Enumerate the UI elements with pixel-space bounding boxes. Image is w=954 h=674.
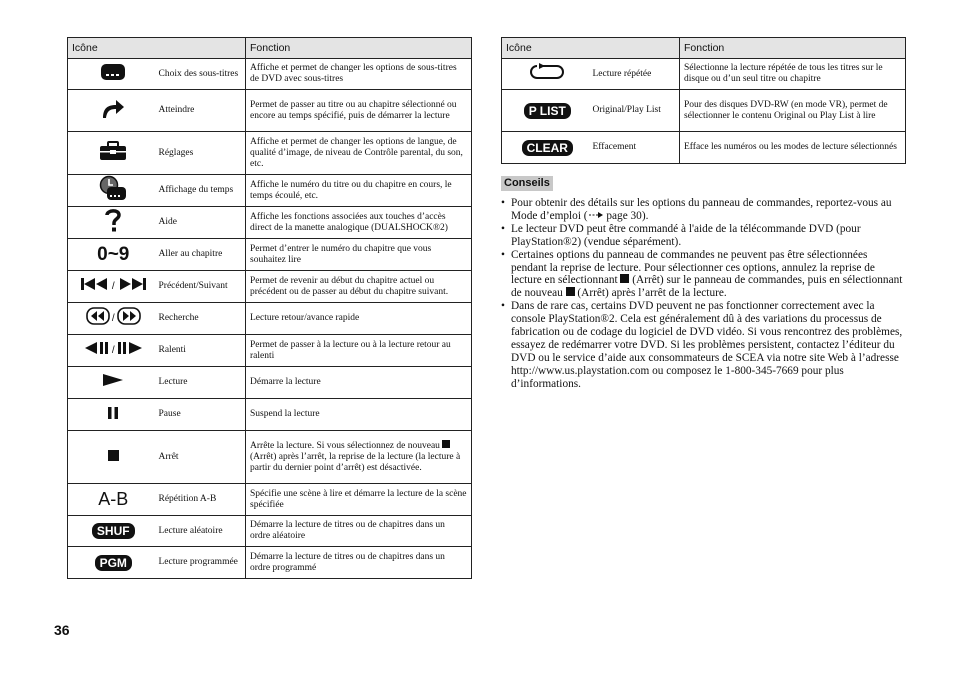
row-desc: Affiche les fonctions associées aux touches d’accès direct de la manette analogique (DUALSHOCK®2) (246, 207, 472, 239)
tip-text: page 30). (603, 209, 649, 222)
tips-list (501, 197, 905, 391)
ab-repeat-icon: A-B (98, 489, 129, 509)
time-display-icon (99, 175, 127, 206)
next-icon (117, 277, 147, 296)
left-icon-table (67, 37, 472, 579)
row-desc: Affiche et permet de changer les options de sous-titres de DVD avec sous-titres (246, 59, 472, 90)
arrow-reference-icon (588, 210, 604, 223)
table-row (502, 59, 906, 90)
col-header-icon: Icône (68, 38, 246, 59)
row-name: Original/Play List (593, 90, 680, 132)
row-name: Effacement (593, 132, 680, 164)
rewind-icon (86, 307, 110, 330)
program-icon: PGM (95, 555, 132, 571)
desc-text: (Arrêt) après l’arrêt, la reprise de la lecture (la lecture à partir du dernier point d’arrêt) est désactivée. (250, 452, 461, 474)
row-desc: Démarre la lecture de titres ou de chapitres dans un ordre aléatoire (246, 516, 472, 547)
row-name: Affichage du temps (159, 175, 246, 207)
table-row (68, 484, 472, 516)
row-desc: Affiche et permet de changer les options de langue, de qualité d’image, de niveau de Contrôle parental, du son, etc. (246, 132, 472, 175)
row-name: Lecture aléatoire (159, 516, 246, 547)
row-name: Lecture répétée (593, 59, 680, 90)
list-item (501, 197, 905, 223)
previous-next-icon (80, 277, 147, 294)
row-name: Précédent/Suivant (159, 271, 246, 303)
row-desc: Démarre la lecture de titres ou de chapitres dans un ordre programmé (246, 547, 472, 579)
pause-icon (107, 406, 119, 424)
table-row (502, 132, 906, 164)
tip-text: (Arrêt) après l’arrêt de la lecture. (574, 287, 727, 300)
separator: / (111, 313, 115, 324)
row-desc: Permet d’entrer le numéro du chapitre que vous souhaitez lire (246, 239, 472, 271)
stop-icon (566, 287, 575, 300)
table-row (68, 431, 472, 484)
page-number: 36 (54, 622, 70, 638)
help-icon (104, 208, 122, 237)
previous-icon (80, 277, 110, 296)
row-name: Atteindre (159, 90, 246, 132)
table-row (68, 367, 472, 399)
toolbox-icon (99, 141, 127, 166)
table-row (68, 207, 472, 239)
row-desc: Démarre la lecture (246, 367, 472, 399)
table-row (68, 303, 472, 335)
row-desc: Suspend la lecture (246, 399, 472, 431)
row-name: Pause (159, 399, 246, 431)
stop-icon (442, 440, 450, 452)
tip-text: Pour obtenir des détails sur les options du panneau de commandes, reportez-vous au Mode d’emploi ( (511, 197, 892, 222)
row-name: Ralenti (159, 335, 246, 367)
row-name: Arrêt (159, 431, 246, 484)
col-header-icon: Icône (502, 38, 680, 59)
tips-heading: Conseils (501, 176, 553, 191)
fast-forward-icon (117, 307, 141, 330)
play-list-icon: P LIST (524, 103, 571, 119)
play-icon (102, 373, 124, 392)
row-desc: Sélectionne la lecture répétée de tous les titres sur le disque ou d’un seul titre ou chapitre (680, 59, 906, 90)
goto-arrow-icon (100, 97, 126, 124)
separator: / (111, 345, 115, 356)
row-name: Lecture programmée (159, 547, 246, 579)
row-desc: Permet de passer au titre ou au chapitre sélectionné ou encore au temps spécifié, puis de démarrer la lecture (246, 90, 472, 132)
table-row (502, 90, 906, 132)
row-desc: Spécifie une scène à lire et démarre la lecture de la scène spécifiée (246, 484, 472, 516)
tip-text: (Arrêt) sur le panneau de commandes, puis en sélectionnant de nouveau (511, 274, 903, 300)
table-row (68, 132, 472, 175)
table-row (68, 547, 472, 579)
subtitle-icon (100, 63, 126, 86)
row-name: Aide (159, 207, 246, 239)
row-desc: Permet de passer à la lecture ou à la lecture retour au ralenti (246, 335, 472, 367)
row-desc: Lecture retour/avance rapide (246, 303, 472, 335)
row-name: Aller au chapitre (159, 239, 246, 271)
row-desc: Affiche le numéro du titre ou du chapitre en cours, le temps écoulé, etc. (246, 175, 472, 207)
list-item: • Le lecteur DVD peut être commandé à l'aide de la télécommande DVD (pour PlayStation®2) (vendue séparément). (501, 223, 905, 249)
table-row (68, 516, 472, 547)
tip-text: Certaines options du panneau de commandes ne peuvent pas être sélectionnées pendant la reprise de lecture. Pour sélectionner ces options, annulez la reprise de lecture en sélectionnant (511, 248, 875, 287)
search-rewind-forward-icon (86, 309, 141, 326)
row-name: Choix des sous-titres (159, 59, 246, 90)
row-desc: Efface les numéros ou les modes de lecture sélectionnés (680, 132, 906, 164)
row-desc: Pour des disques DVD-RW (en mode VR), permet de sélectionner le contenu Original ou Play List à lire (680, 90, 906, 132)
list-item: • Dans de rare cas, certains DVD peuvent ne pas fonctionner correctement avec la console PlayStation®2. Cela est généralement dû à des variations du processus de fabrication ou de codage du logiciel de DVD vidéo. Si vous rencontrez des problèmes, essayez de redémarrer votre DVD. Si les problèmes persistent, contactez l’éditeur du DVD ou le service d’aide aux consommateurs de SCEA via notre site Web à l’adresse http://www.us.playstation.com ou composez le 1-800-345-7669 pour plus d’informations. (501, 300, 905, 390)
row-desc (246, 431, 472, 484)
col-header-function: Fonction (246, 38, 472, 59)
table-row (68, 175, 472, 207)
desc-text: Arrête la lecture. Si vous sélectionnez de nouveau (250, 441, 443, 452)
slow-reverse-icon (84, 341, 110, 360)
table-row (68, 335, 472, 367)
right-icon-table (501, 37, 906, 164)
row-name: Lecture (159, 367, 246, 399)
row-name: Recherche (159, 303, 246, 335)
table-row (68, 399, 472, 431)
slow-motion-icon (84, 341, 143, 358)
slow-forward-icon (117, 341, 143, 360)
table-row (68, 271, 472, 303)
clear-icon: CLEAR (522, 140, 573, 156)
list-item (501, 249, 905, 301)
table-row (68, 239, 472, 271)
table-row (68, 90, 472, 132)
row-name: Répétition A-B (159, 484, 246, 516)
shuffle-icon: SHUF (92, 523, 135, 539)
col-header-function: Fonction (680, 38, 906, 59)
row-name: Réglages (159, 132, 246, 175)
row-desc: Permet de revenir au début du chapitre actuel ou précédent ou de passer au début du chapitre suivant. (246, 271, 472, 303)
table-row (68, 59, 472, 90)
separator: / (111, 281, 115, 292)
stop-icon (108, 448, 119, 466)
number-keys-icon: 0~9 (97, 243, 130, 265)
repeat-icon (527, 63, 567, 86)
